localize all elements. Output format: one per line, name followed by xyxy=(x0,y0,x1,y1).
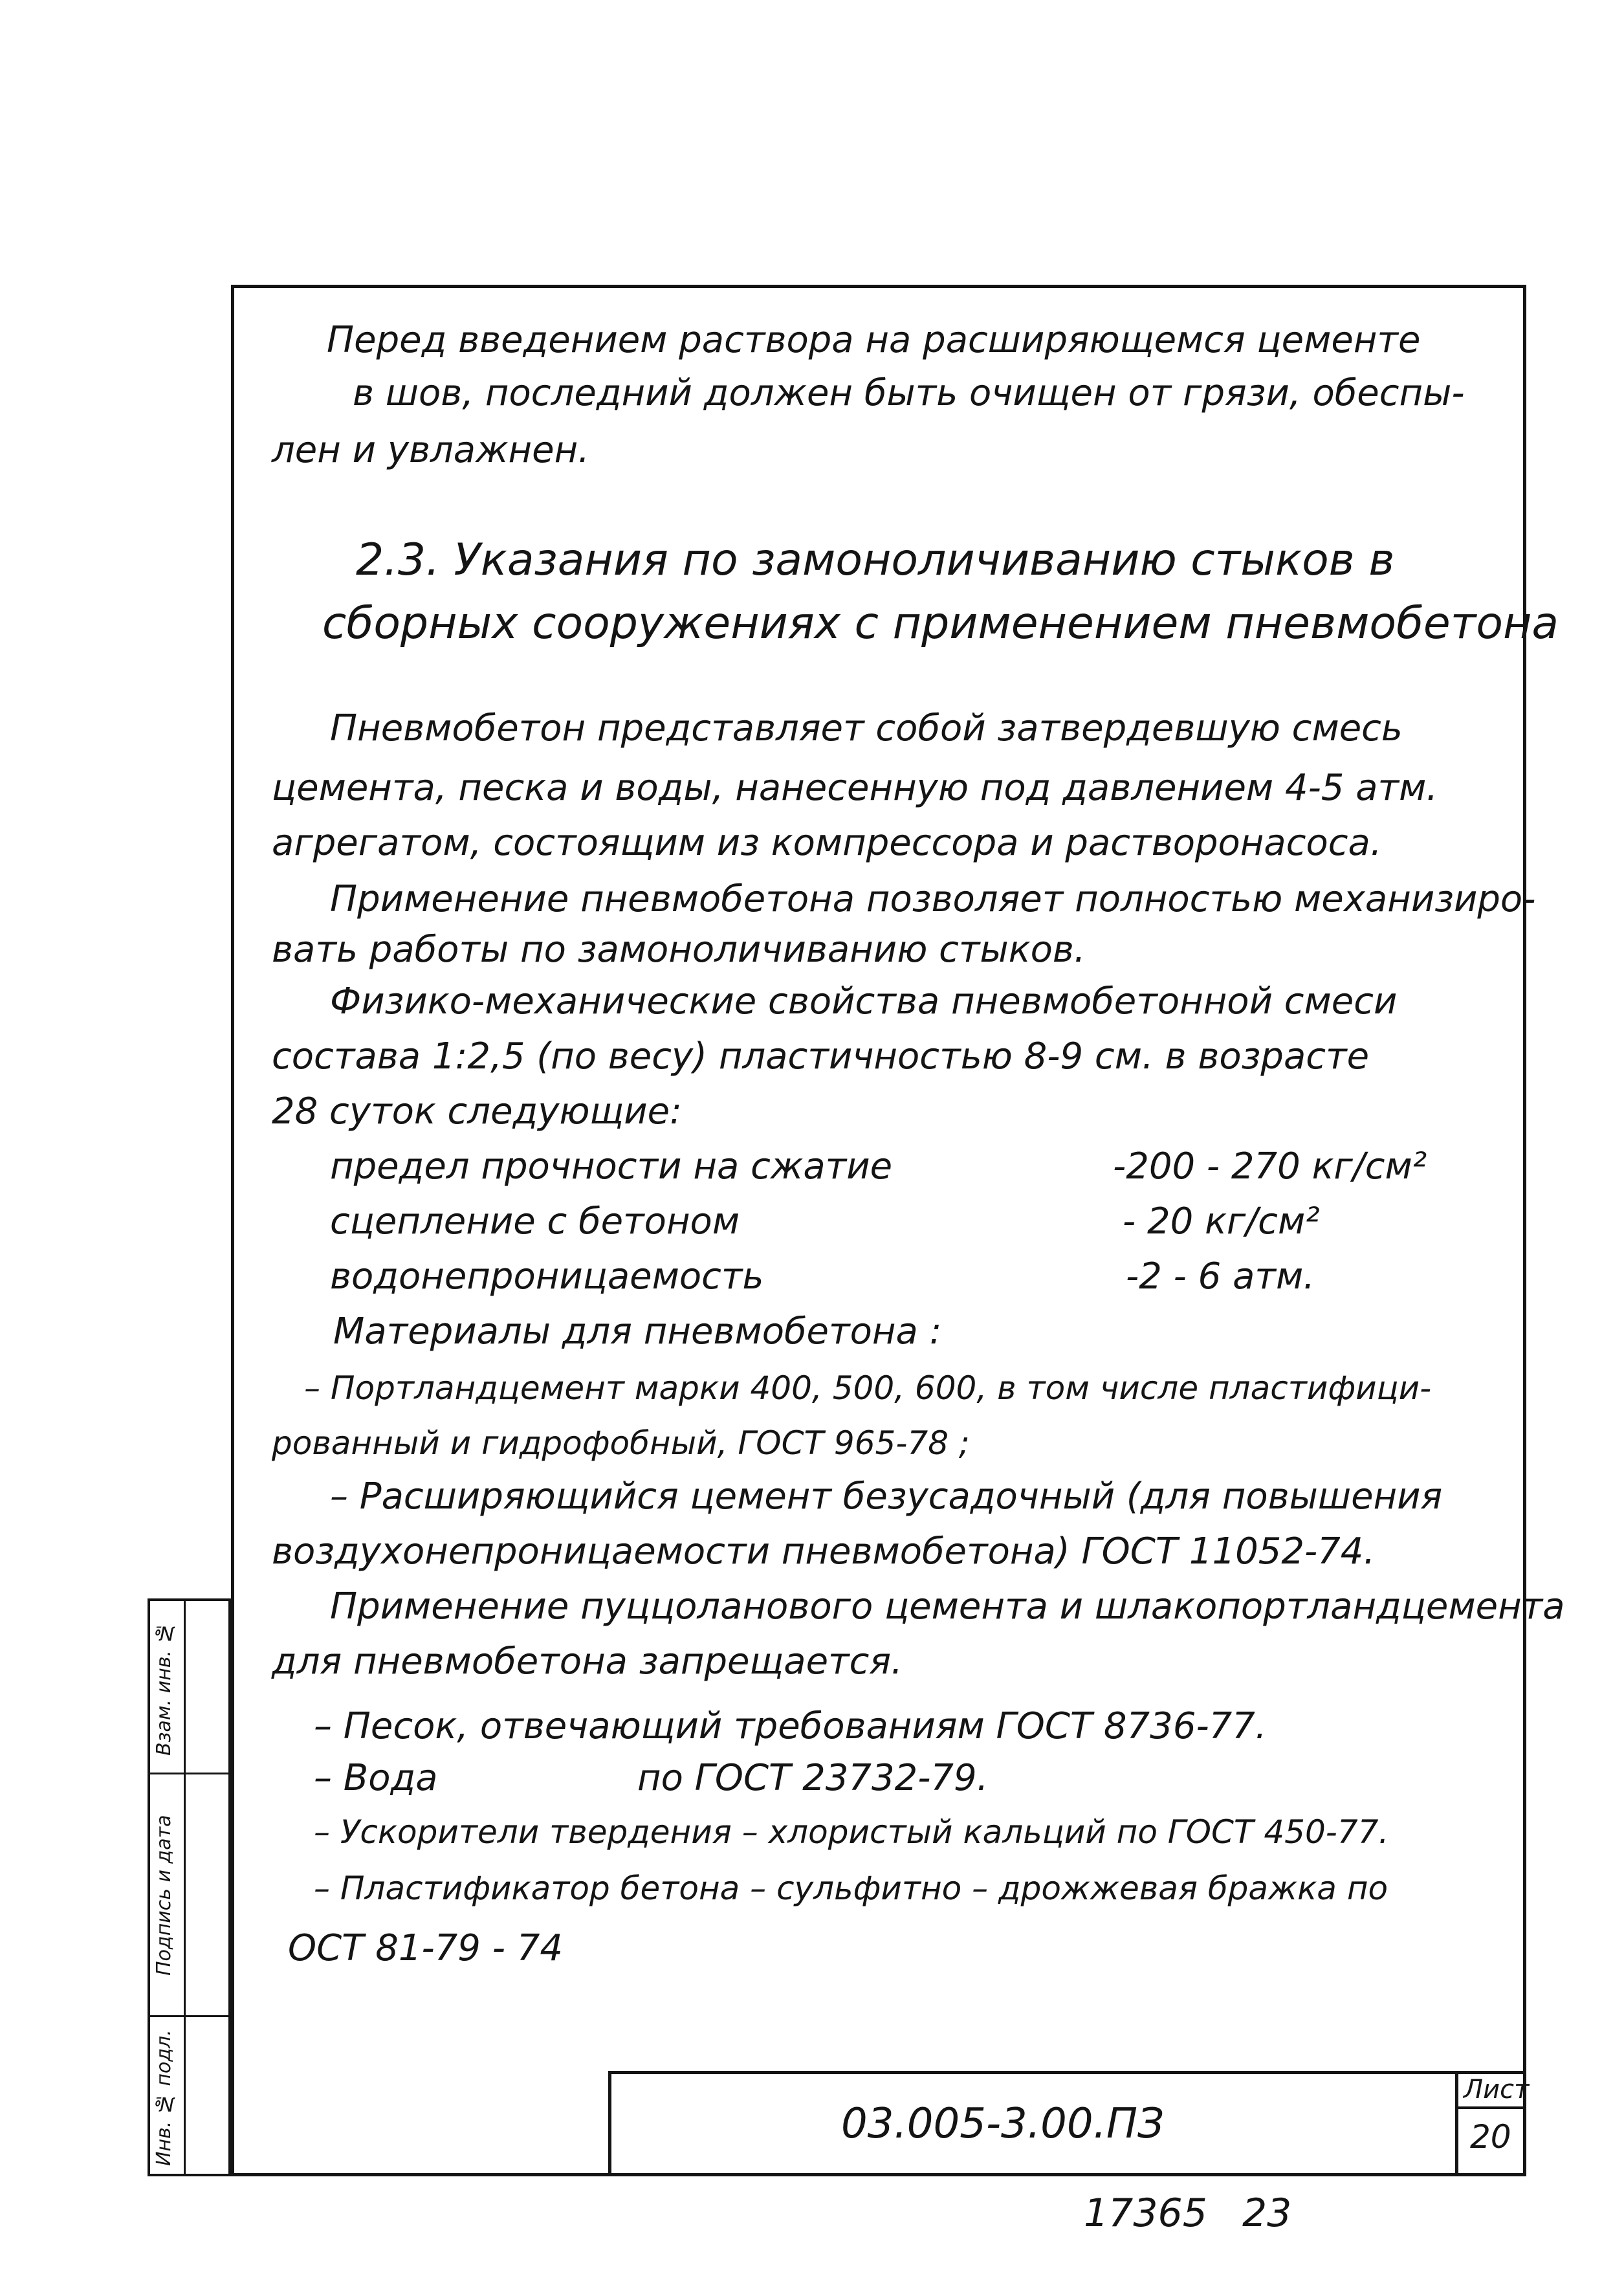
m4-value: по ГОСТ 23732-79. xyxy=(637,1757,989,1799)
stamp-divider xyxy=(150,1773,228,1774)
document-code: 03.005-3.00.ПЗ xyxy=(841,2100,1165,2148)
p2-line1: Пневмобетон представляет собой затвердевшую смесь xyxy=(330,707,1403,749)
p2-line2: цемента, песка и воды, нанесенную под давлением 4-5 атм. xyxy=(272,767,1438,809)
title-block xyxy=(608,2071,1530,2176)
p2-line3: агрегатом, состоящим из компрессора и растворонасоса. xyxy=(272,822,1382,864)
prop-name: предел прочности на сжатие xyxy=(330,1145,893,1188)
p5-line2: для пневмобетона запрещается. xyxy=(272,1641,903,1683)
p5-line1: Применение пуццоланового цемента и шлакопортландцемента xyxy=(330,1585,1565,1628)
prop-value: -2 - 6 атм. xyxy=(1126,1255,1315,1298)
inventory-number: 17365 xyxy=(1084,2191,1207,2236)
p3-line1: Применение пневмобетона позволяет полностью механизиро- xyxy=(330,878,1536,920)
para1-line2: в шов, последний должен быть очищен от грязи, обеспы- xyxy=(353,372,1465,414)
prop-name: водонепроницаемость xyxy=(330,1255,764,1298)
sheet-label: Лист xyxy=(1464,2075,1530,2105)
para1-line3: лен и увлажнен. xyxy=(272,429,590,471)
stamp-divider xyxy=(184,1601,186,2174)
p4-line3: 28 суток следующие: xyxy=(272,1090,682,1132)
p4-line2: состава 1:2,5 (по весу) пластичностью 8-9 см. в возрасте xyxy=(272,1035,1370,1077)
m1-line2: рованный и гидрофобный, ГОСТ 965-78 ; xyxy=(272,1424,970,1462)
prop-name: сцепление с бетоном xyxy=(330,1200,740,1243)
prop-value: -200 - 270 кг/см² xyxy=(1113,1145,1427,1188)
m5: – Ускорители твердения – хлористый кальций по ГОСТ 450-77. xyxy=(314,1813,1389,1851)
section-heading-line2: сборных сооружениях с применением пневмобетона xyxy=(322,598,1559,649)
stamp-label-sign-date: Подпись и дата xyxy=(153,1815,175,1976)
m2-line2: воздухонепроницаемости пневмобетона) ГОСТ 11052-74. xyxy=(272,1530,1376,1573)
margin-stamp xyxy=(148,1598,231,2176)
m6-line2: ОСТ 81-79 - 74 xyxy=(288,1927,563,1969)
stamp-label-replacement-inv: Взам. инв. № xyxy=(153,1621,175,1756)
para1-line1: Перед введением раствора на расширяющемся цементе xyxy=(327,319,1421,361)
p3-line2: вать работы по замоноличиванию стыков. xyxy=(272,929,1086,971)
m1-line1: – Портландцемент марки 400, 500, 600, в том числе пластифици- xyxy=(304,1369,1432,1407)
m6-line1: – Пластификатор бетона – сульфитно – дрожжевая бражка по xyxy=(314,1870,1388,1907)
prop-value: - 20 кг/см² xyxy=(1123,1200,1320,1243)
m2-line1: – Расширяющийся цемент безусадочный (для повышения xyxy=(330,1475,1443,1518)
p4-line1: Физико-механические свойства пневмобетонной смеси xyxy=(330,980,1398,1022)
sheet-box-separator xyxy=(1458,2106,1526,2109)
stamp-divider xyxy=(150,2015,228,2017)
m4-name: – Вода xyxy=(314,1757,438,1799)
sheet-box xyxy=(1455,2074,1530,2176)
sheet-number: 20 xyxy=(1470,2118,1511,2156)
materials-heading: Материалы для пневмобетона : xyxy=(333,1310,942,1353)
section-heading-line1: 2.3. Указания по замоноличиванию стыков в xyxy=(356,535,1395,586)
m3: – Песок, отвечающий требованиям ГОСТ 8736-77. xyxy=(314,1705,1267,1747)
stamp-label-original-inv: Инв. № подл. xyxy=(153,2029,175,2166)
page-number: 23 xyxy=(1242,2191,1292,2236)
